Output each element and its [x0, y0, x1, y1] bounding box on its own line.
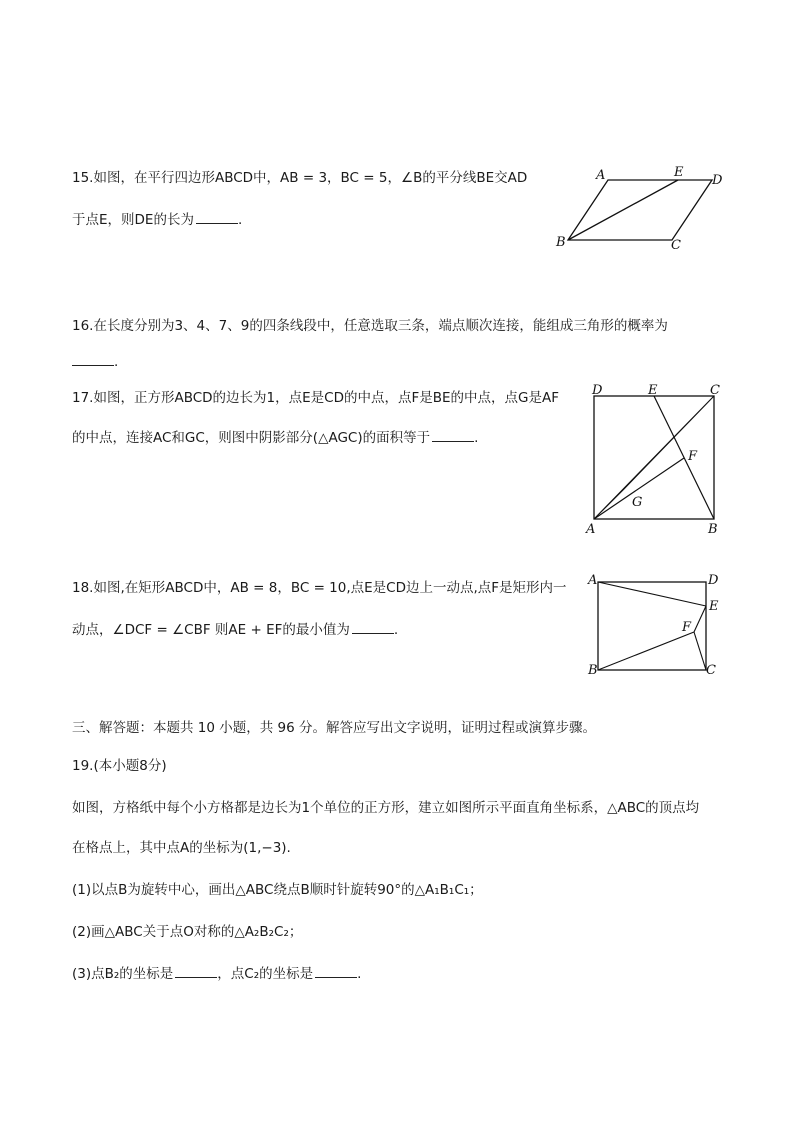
q15-line1 [72, 168, 527, 188]
label-c: C [671, 238, 681, 253]
q18-line2-text: 动点，∠DCF = ∠CBF 则AE + EF的最小值为 [72, 622, 350, 638]
bisector-be [568, 180, 678, 240]
segment-bf [598, 632, 694, 670]
q17-square-figure [580, 382, 730, 538]
label-a: A [596, 168, 606, 183]
q19-line2 [72, 838, 291, 858]
q16-line2 [72, 352, 118, 372]
label-e: E [674, 165, 684, 180]
q16-end: . [114, 354, 119, 370]
q19-part3-end: . [357, 966, 362, 982]
q18-line1 [72, 578, 567, 598]
label-a: A [588, 573, 598, 588]
q18-line2 [72, 620, 398, 640]
q15-parallelogram-figure [550, 162, 730, 254]
q19-part2 [72, 922, 302, 942]
q17-line2 [72, 428, 478, 448]
q17-line1-text: 17.如图，正方形ABCD的边长为1，点E是CD的中点，点F是BE的中点，点G是AF [72, 390, 560, 406]
label-d: D [592, 383, 603, 398]
q15-answer-blank[interactable] [196, 210, 238, 224]
q19-part3a-text: (3)点B₂的坐标是 [72, 966, 174, 982]
q15-line2 [72, 210, 242, 230]
q18-end: . [393, 622, 399, 638]
q19-part1 [72, 880, 483, 900]
q19-part3b-text: ，点C₂的坐标是 [217, 966, 314, 982]
q17-line1 [72, 388, 559, 408]
label-e: E [709, 599, 719, 614]
q19-part3 [72, 964, 361, 984]
label-a: A [586, 522, 596, 537]
q19-line2-text: 在格点上，其中点A的坐标为(1,−3). [72, 840, 291, 856]
segment-be [654, 396, 714, 519]
label-f: F [688, 449, 698, 464]
q17-answer-blank[interactable] [432, 428, 474, 442]
label-b: B [556, 235, 566, 250]
q19-line1 [72, 798, 699, 818]
label-f: F [682, 620, 692, 635]
label-e: E [648, 383, 658, 398]
label-c: C [706, 663, 716, 678]
q19-c2-answer-blank[interactable] [315, 964, 357, 978]
q15-line2-text: 于点E，则DE的长为 [72, 212, 194, 228]
segment-ef [694, 606, 706, 632]
q18-answer-blank[interactable] [352, 620, 394, 634]
segment-fc [694, 632, 706, 670]
q19-part1-text: (1)以点B为旋转中心，画出△ABC绕点B顺时针旋转90°的△A₁B₁C₁； [72, 882, 483, 898]
q19-title [72, 756, 167, 776]
label-d: D [708, 573, 719, 588]
q15-end: . [237, 212, 243, 228]
label-b: B [708, 522, 718, 537]
q16-line1-text: 16.在长度分别为3、4、7、9的四条线段中，任意选取三条，端点顺次连接，能组成三角形的概率为 [72, 318, 668, 334]
q18-line1-text: 18.如图,在矩形ABCD中，AB = 8，BC = 10,点E是CD边上一动点,点F是矩形内一 [72, 580, 567, 596]
label-b: B [588, 663, 598, 678]
label-c: C [710, 383, 720, 398]
q19-b2-answer-blank[interactable] [175, 964, 217, 978]
section3-heading [72, 718, 596, 738]
q19-title-text: 19.(本小题8分) [72, 758, 167, 774]
q17-end: . [474, 430, 479, 446]
q19-line1-text: 如图，方格纸中每个小方格都是边长为1个单位的正方形，建立如图所示平面直角坐标系，△ABC的顶点均 [72, 800, 700, 816]
q16-line1 [72, 316, 668, 336]
parallelogram-abcd [568, 180, 712, 240]
q18-rectangle-figure [584, 570, 734, 680]
q19-part2-text: (2)画△ABC关于点O对称的△A₂B₂C₂； [72, 924, 303, 940]
q17-line2-text: 的中点，连接AC和GC，则图中阴影部分(△AGC)的面积等于 [72, 430, 431, 446]
label-g: G [632, 495, 643, 510]
section3-heading-text: 三、解答题：本题共 10 小题，共 96 分。解答应写出文字说明，证明过程或演算步骤。 [72, 720, 597, 736]
q15-line1-text: 15.如图，在平行四边形ABCD中，AB = 3，BC = 5，∠B的平分线BE交AD [72, 170, 528, 186]
q16-answer-blank[interactable] [72, 352, 114, 366]
segment-ae [598, 582, 706, 606]
label-d: D [712, 173, 723, 188]
